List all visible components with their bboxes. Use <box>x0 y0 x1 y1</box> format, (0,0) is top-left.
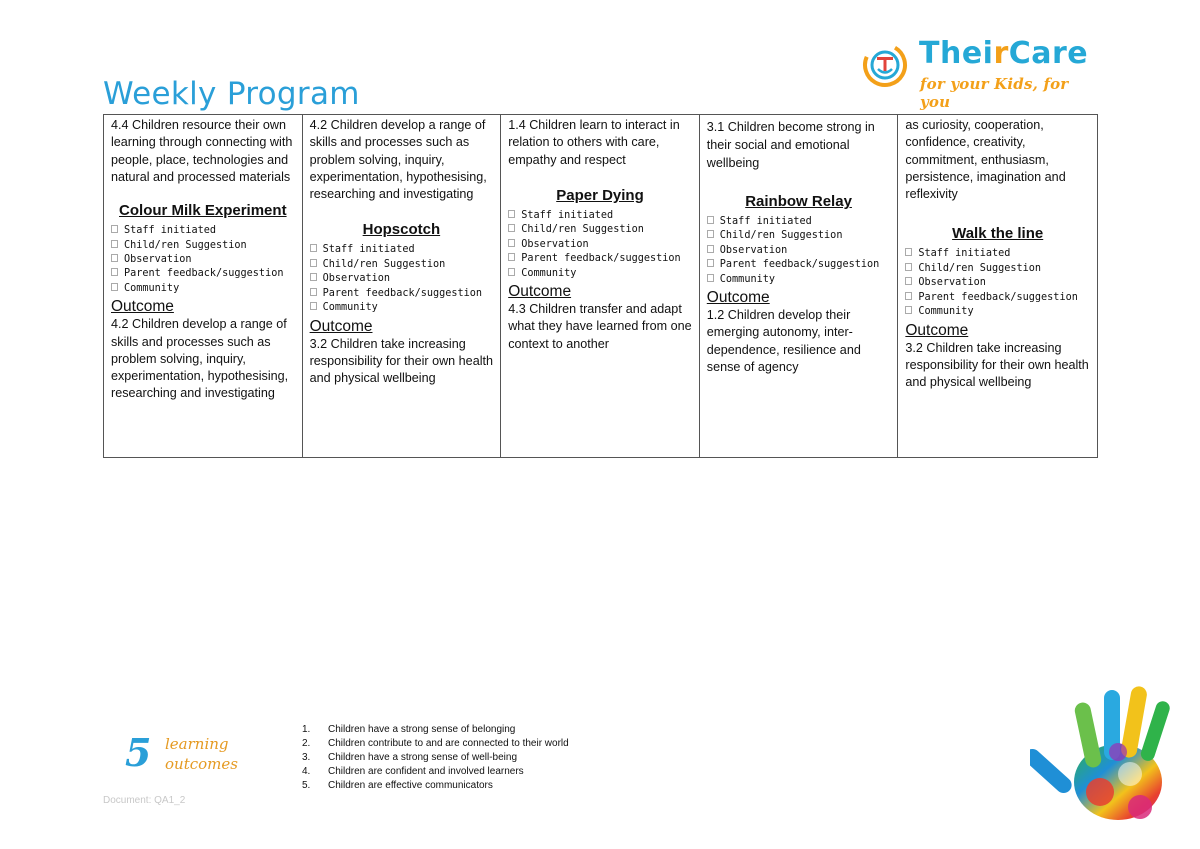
column-intro: 1.4 Children learn to interact in relation to others with care, empathy and respect <box>508 118 680 167</box>
checkbox-icon[interactable] <box>707 230 714 238</box>
checklist-item[interactable]: Child/ren Suggestion <box>905 262 1090 276</box>
outcome-heading: Outcome <box>111 298 174 316</box>
checkbox-icon[interactable] <box>310 302 317 310</box>
checklist-item[interactable]: Parent feedback/suggestion <box>310 287 494 301</box>
checklist-item[interactable]: Observation <box>508 238 692 252</box>
checklist-item[interactable]: Child/ren Suggestion <box>310 258 494 272</box>
checklist-item[interactable]: Observation <box>111 253 295 267</box>
checkbox-icon[interactable] <box>310 288 317 296</box>
learning-outcomes-number: 5 <box>125 730 152 775</box>
page-title: Weekly Program <box>103 76 360 112</box>
checkbox-icon[interactable] <box>905 248 912 256</box>
checkbox-icon[interactable] <box>508 253 515 261</box>
column-intro: 4.4 Children resource their own learning through connecting with people, place, technologies and natural and processed materials <box>111 118 293 184</box>
checklist-item[interactable]: Child/ren Suggestion <box>111 239 295 253</box>
outcome-heading: Outcome <box>508 282 572 300</box>
checkbox-icon[interactable] <box>905 306 912 314</box>
checkbox-icon[interactable] <box>707 274 714 282</box>
checklist <box>707 215 891 287</box>
checklist-item[interactable]: Community <box>310 301 494 315</box>
checklist-item[interactable]: Staff initiated <box>707 215 891 229</box>
program-column-4 <box>700 115 899 457</box>
checklist-item[interactable]: Observation <box>707 244 891 258</box>
checklist-item[interactable]: Observation <box>310 272 494 286</box>
checkbox-icon[interactable] <box>905 277 912 285</box>
list-item: 4. Children are confident and involved learners <box>302 766 524 777</box>
learning-outcomes-list <box>302 723 569 793</box>
checkbox-icon[interactable] <box>508 224 515 232</box>
activity-title: Paper Dying <box>556 186 644 204</box>
list-item: 2. Children contribute to and are connected to their world <box>302 738 569 749</box>
checkbox-icon[interactable] <box>111 254 118 262</box>
checkbox-icon[interactable] <box>508 210 515 218</box>
checklist-item[interactable]: Staff initiated <box>111 224 295 238</box>
list-item: 5. Children are effective communicators <box>302 780 493 791</box>
column-intro: 4.2 Children develop a range of skills and processes such as problem solving, inquiry, experimentation, hypothesising, researching and investigating <box>309 118 487 202</box>
checkbox-icon[interactable] <box>508 239 515 247</box>
checklist-item[interactable]: Staff initiated <box>905 247 1090 261</box>
checkbox-icon[interactable] <box>111 240 118 248</box>
program-column-2 <box>303 115 502 457</box>
program-column-5 <box>898 115 1097 457</box>
theircare-logo <box>862 36 1089 111</box>
learning-outcomes-label: learning outcomes <box>165 735 238 773</box>
checkbox-icon[interactable] <box>905 292 912 300</box>
checklist-item[interactable]: Parent feedback/suggestion <box>111 267 295 281</box>
painted-handprint-icon <box>1030 682 1176 832</box>
checklist-item[interactable]: Child/ren Suggestion <box>707 229 891 243</box>
outcome-text: 4.2 Children develop a range of skills and processes such as problem solving, inquiry, experimentation, hypothesising, researching and investigating <box>111 317 289 401</box>
checkbox-icon[interactable] <box>707 245 714 253</box>
checklist-item[interactable]: Community <box>905 305 1090 319</box>
checklist <box>310 243 494 315</box>
logo-tagline: for your Kids, for you <box>920 75 1069 111</box>
checklist-item[interactable]: Observation <box>905 276 1090 290</box>
activity-title: Rainbow Relay <box>745 193 852 210</box>
checklist <box>905 247 1090 319</box>
theircare-logo-icon <box>862 42 908 88</box>
checkbox-icon[interactable] <box>707 216 714 224</box>
checklist-item[interactable]: Parent feedback/suggestion <box>508 252 692 266</box>
outcome-heading: Outcome <box>706 289 770 307</box>
program-column-1 <box>104 115 303 457</box>
outcome-text: 4.3 Children transfer and adapt what they have learned from one context to another <box>508 301 692 351</box>
logo-name: TheirCare <box>919 36 1089 71</box>
checkbox-icon[interactable] <box>508 268 515 276</box>
activity-title: Colour Milk Experiment <box>119 202 287 220</box>
outcome-text: 3.2 Children take increasing responsibility for their own health and physical wellbeing <box>905 340 1089 390</box>
checkbox-icon[interactable] <box>111 225 118 233</box>
checklist-item[interactable]: Staff initiated <box>508 209 692 223</box>
checkbox-icon[interactable] <box>310 259 317 267</box>
document-id: Document: QA1_2 <box>103 795 186 806</box>
column-intro: as curiosity, cooperation, confidence, creativity, commitment, enthusiasm, persistence, imagination and reflexivity <box>905 118 1066 202</box>
activity-title: Hopscotch <box>362 221 441 239</box>
column-intro: 3.1 Children become strong in their social and emotional wellbeing <box>706 120 875 170</box>
list-item: 1. Children have a strong sense of belonging <box>302 724 516 735</box>
checkbox-icon[interactable] <box>905 263 912 271</box>
checklist <box>508 209 692 281</box>
outcome-heading: Outcome <box>309 317 373 335</box>
checklist-item[interactable]: Staff initiated <box>310 243 494 257</box>
outcome-text: 3.2 Children take increasing responsibility for their own health and physical wellbeing <box>309 336 493 386</box>
checkbox-icon[interactable] <box>707 259 714 267</box>
checklist-item[interactable]: Parent feedback/suggestion <box>905 291 1090 305</box>
activity-title: Walk the line <box>952 225 1044 243</box>
checklist-item[interactable]: Community <box>508 267 692 281</box>
weekly-program-table <box>103 114 1098 458</box>
outcome-text: 1.2 Children develop their emerging autonomy, inter-dependence, resilience and sense of agency <box>706 308 861 374</box>
outcome-heading: Outcome <box>905 321 969 339</box>
checklist-item[interactable]: Community <box>111 282 295 296</box>
learning-outcomes-badge <box>125 730 255 784</box>
checkbox-icon[interactable] <box>111 268 118 276</box>
checkbox-icon[interactable] <box>111 283 118 291</box>
list-item: 3. Children have a strong sense of well-being <box>302 752 517 763</box>
checklist-item[interactable]: Parent feedback/suggestion <box>707 258 891 272</box>
checklist <box>111 224 295 296</box>
checkbox-icon[interactable] <box>310 273 317 281</box>
program-column-3 <box>501 115 700 457</box>
checkbox-icon[interactable] <box>310 244 317 252</box>
checklist-item[interactable]: Community <box>707 273 891 287</box>
checklist-item[interactable]: Child/ren Suggestion <box>508 223 692 237</box>
